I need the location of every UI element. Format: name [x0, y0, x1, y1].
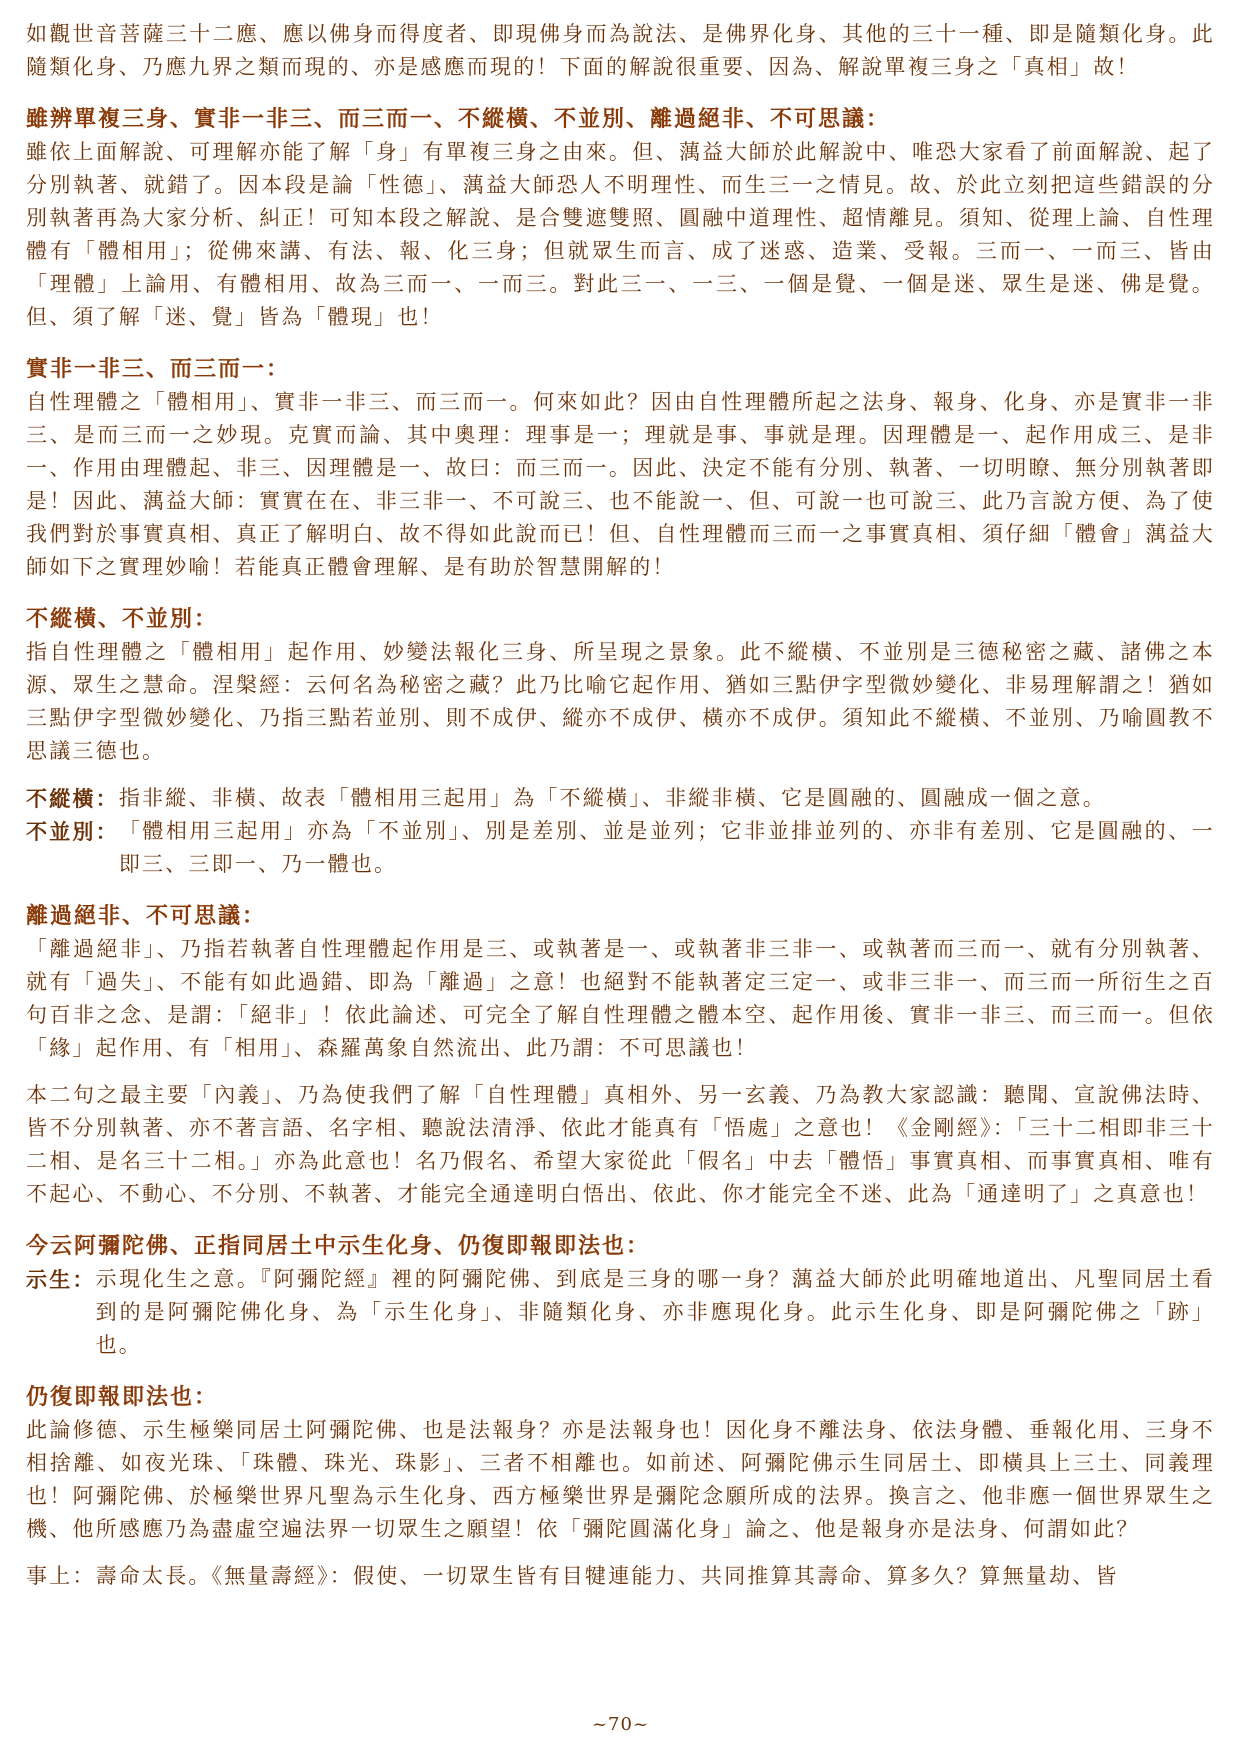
- section-heading-amitabha-manifestation: 今云阿彌陀佛、正指同居土中示生化身、仍復即報即法也：: [26, 1233, 651, 1259]
- term-definition: 「體相用三起用」亦為「不並別」、別是差別、並是並列；它非並排並列的、亦非有差別、它是圓融的、一即三、三即一、乃一體也。: [118, 819, 1215, 876]
- section-heading-not-one-not-three: 實非一非三、而三而一：: [26, 356, 291, 382]
- term-label: 不縱橫：: [26, 786, 119, 811]
- paragraph-lifespan: 事上：壽命太長。《無量壽經》：假使、一切眾生皆有目犍連能力、共同推算其壽命、算多久？算無量劫、皆: [26, 1564, 1119, 1588]
- paragraph-single-multiple-bodies: 雖依上面解說、可理解亦能了解「身」有單複三身之由來。但、蕅益大師於此解說中、唯恐大家看了前面解說、起了分別執著、就錯了。因本段是論「性德」、蕅益大師恐人不明理性、而生三一之情見。故、於此立刻把這些錯誤的分別執著再為大家分析、糾正！可知本段之解說、是合雙遮雙照、圓融中道理性、超情離見。須知、從理上論、自性理體有「體相用」；從佛來講、有法、報、化三身；但就眾生而言、成了迷惑、造業、受報。三而一、一而三、皆由「理體」上論用、有體相用、故為三而一、一而三。對此三一、一三、一個是覺、一個是迷、眾生是迷、佛是覺。但、須了解「迷、覺」皆為「體現」也！: [26, 140, 1215, 329]
- section-heading-single-multiple-bodies: 雖辨單複三身、實非一非三、而三而一、不縱橫、不並別、離過絕非、不可思議：: [26, 106, 891, 132]
- term-not-vertical-horizontal: [26, 782, 1215, 815]
- paragraph-not-vertical-horizontal: 指自性理體之「體相用」起作用、妙變法報化三身、所呈現之景象。此不縱橫、不並別是三德秘密之藏、諸佛之本源、眾生之慧命。涅槃經：云何名為秘密之藏？此乃比喻它起作用、猶如三點伊字型微妙變化、非易理解謂之！猶如三點伊字型微妙變化、乃指三點若並別、則不成伊、縱亦不成伊、橫亦不成伊。須知此不縱橫、不並別、乃喻圓教不思議三德也。: [26, 640, 1215, 763]
- paragraph-not-one-not-three: 自性理體之「體相用」、實非一非三、而三而一。何來如此？因由自性理體所起之法身、報身、化身、亦是實非一非三、是而三而一之妙現。克實而論、其中奧理：理事是一；理就是事、事就是理。因理體是一、起作用成三、是非一、作用由理體起、非三、因理體是一、故曰：而三而一。因此、決定不能有分別、執著、一切明瞭、無分別執著即是！因此、蕅益大師：實實在在、非三非一、不可說三、也不能說一、但、可說一也可說三、此乃言說方便、為了使我們對於事實真相、真正了解明白、故不得如此說而已！但、自性理體而三而一之事實真相、須仔細「體會」蕅益大師如下之實理妙喻！若能真正體會理解、是有助於智慧開解的！: [26, 390, 1215, 579]
- term-label: 示生：: [26, 1267, 96, 1292]
- page-number: ~70~: [591, 1714, 650, 1735]
- paragraph-beyond-fault: 「離過絕非」、乃指若執著自性理體起作用是三、或執著是一、或執著非三非一、或執著而三而一、就有分別執著、就有「過失」、不能有如此過錯、即為「離過」之意！也絕對不能執著定三定一、或非三非一、而三而一所衍生之百句百非之念、是謂：「絕非」！依此論述、可完全了解自性理體之體本空、起作用後、實非一非三、而三而一。但依「緣」起作用、有「相用」、森羅萬象自然流出、此乃謂：不可思議也！: [26, 937, 1215, 1060]
- term-label: 不並別：: [26, 819, 119, 844]
- section-heading-beyond-fault: 離過絕非、不可思議：: [26, 903, 267, 929]
- paragraph-reward-dharma-body: 此論修德、示生極樂同居土阿彌陀佛、也是法報身？亦是法報身也！因化身不離法身、依法身體、垂報化用、三身不相捨離、如夜光珠、「珠體、珠光、珠影」、三者不相離也。如前述、阿彌陀佛示生同居土、即橫具上三土、同義理也！阿彌陀佛、於極樂世界凡聖為示生化身、西方極樂世界是彌陀念願所成的法界。換言之、他非應一個世界眾生之機、他所感應乃為盡虛空遍法界一切眾生之願望！依「彌陀圓滿化身」論之、他是報身亦是法身、何謂如此？: [26, 1418, 1215, 1541]
- term-not-parallel-separate: [26, 815, 1215, 881]
- paragraph-intro: 如觀世音菩薩三十二應、應以佛身而得度者、即現佛身而為說法、是佛界化身、其他的三十一種、即是隨類化身。此隨類化身、乃應九界之類而現的、亦是感應而現的！下面的解說很重要、因為、解說單複三身之「真相」故！: [26, 22, 1215, 79]
- term-definition: 指非縱、非橫、故表「體相用三起用」為「不縱橫」、非縱非橫、它是圓融的、圓融成一個之意。: [118, 786, 1106, 810]
- paragraph-inner-meaning: 本二句之最主要「內義」、乃為使我們了解「自性理體」真相外、另一玄義、乃為教大家認識：聽聞、宣說佛法時、皆不分別執著、亦不著言語、名字相、聽說法清淨、依此才能真有「悟處」之意也！《金剛經》：「三十二相即非三十二相、是名三十二相。」亦為此意也！名乃假名、希望大家從此「假名」中去「體悟」事實真相、而事實真相、唯有不起心、不動心、不分別、不執著、才能完全通達明白悟出、依此、你才能完全不迷、此為「通達明了」之真意也！: [26, 1083, 1215, 1206]
- term-manifested-birth: [26, 1263, 1215, 1362]
- term-definition: 示現化生之意。『阿彌陀經』裡的阿彌陀佛、到底是三身的哪一身？蕅益大師於此明確地道出、凡聖同居土看到的是阿彌陀佛化身、為「示生化身」、非隨類化身、亦非應現化身。此示生化身、即是阿彌陀佛之「跡」也。: [95, 1267, 1215, 1357]
- section-heading-reward-dharma-body: 仍復即報即法也：: [26, 1384, 219, 1410]
- section-heading-not-vertical-horizontal: 不縱橫、不並別：: [26, 606, 219, 632]
